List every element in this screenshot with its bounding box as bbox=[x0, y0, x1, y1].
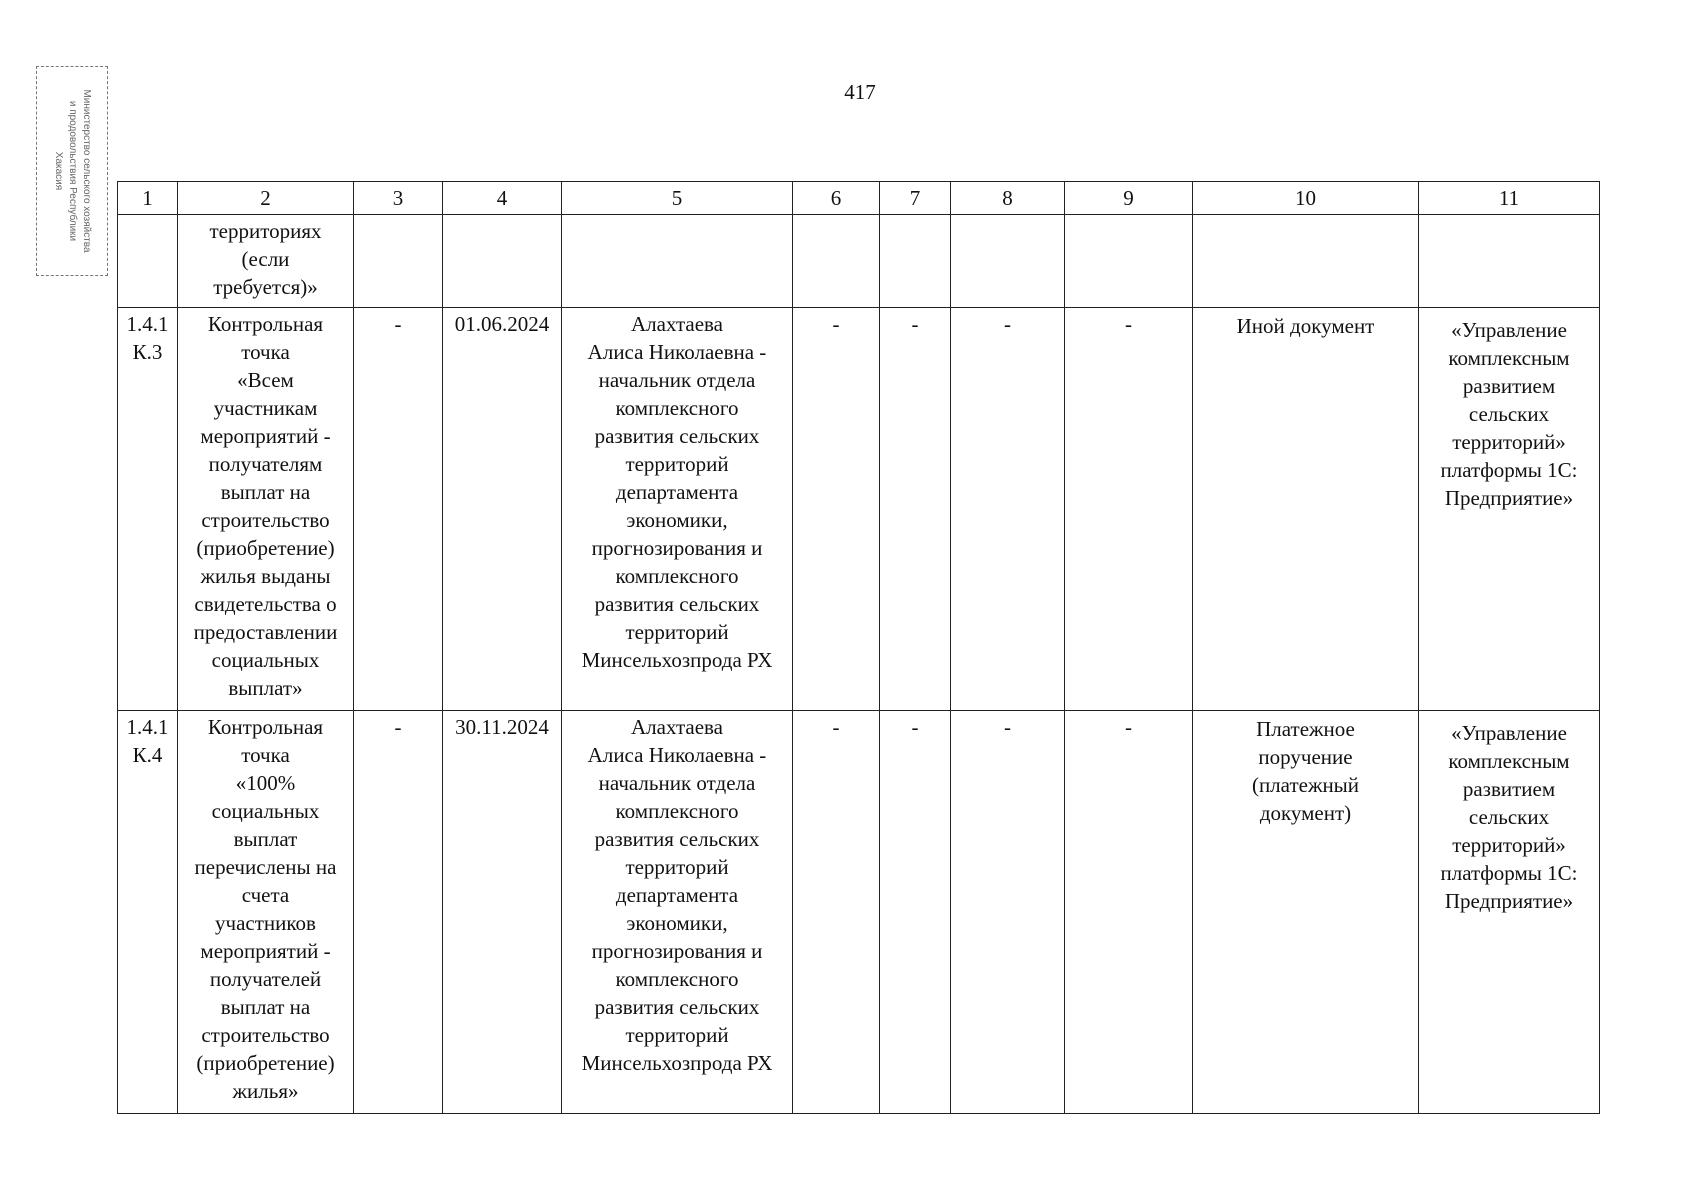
column-header: 8 bbox=[951, 182, 1065, 215]
date-cell: 30.11.2024 bbox=[443, 711, 562, 1114]
value-cell: - bbox=[354, 308, 443, 711]
stamp-text bbox=[51, 71, 93, 271]
value-cell: - bbox=[951, 308, 1065, 711]
stamp-line: Министерство сельского хозяйства bbox=[81, 89, 92, 253]
value-cell: - bbox=[1065, 308, 1193, 711]
date-cell: 01.06.2024 bbox=[443, 308, 562, 711]
system-cell: «Управление комплексным развитием сельских территорий» платформы 1С: Предприятие» bbox=[1419, 308, 1600, 711]
registration-stamp bbox=[36, 66, 108, 276]
continuation-row bbox=[118, 215, 1600, 308]
column-header: 1 bbox=[118, 182, 178, 215]
value-cell: - bbox=[793, 711, 880, 1114]
column-header: 3 bbox=[354, 182, 443, 215]
page-number: 417 bbox=[844, 80, 876, 104]
column-header: 2 bbox=[178, 182, 354, 215]
value-cell: - bbox=[880, 711, 951, 1114]
document-cell: Платежное поручение (платежный документ) bbox=[1193, 711, 1419, 1114]
empty-cell bbox=[880, 215, 951, 308]
table-row bbox=[118, 308, 1600, 711]
stamp-line: Хакасия bbox=[53, 151, 64, 191]
empty-cell bbox=[1419, 215, 1600, 308]
column-header: 7 bbox=[880, 182, 951, 215]
value-cell: - bbox=[880, 308, 951, 711]
value-cell: - bbox=[793, 308, 880, 711]
column-header: 10 bbox=[1193, 182, 1419, 215]
name-cell: Контрольная точка «100% социальных выплат перечислены на счета участников мероприятий - получателей выплат на строительство (приобретение) жилья» bbox=[178, 711, 354, 1114]
column-header: 6 bbox=[793, 182, 880, 215]
responsible-cell: Алахтаева Алиса Николаевна - начальник отдела комплексного развития сельских территорий департамента экономики, прогнозирования и комплексного развития сельских территорий Минсельхозпрода РХ bbox=[562, 308, 793, 711]
system-cell: «Управление комплексным развитием сельских территорий» платформы 1С: Предприятие» bbox=[1419, 711, 1600, 1114]
empty-cell bbox=[1193, 215, 1419, 308]
stamp-line: и продовольствия Республики bbox=[67, 100, 78, 242]
name-cell: территориях (если требуется)» bbox=[178, 215, 354, 308]
responsible-cell: Алахтаева Алиса Николаевна - начальник отдела комплексного развития сельских территорий департамента экономики, прогнозирования и комплексного развития сельских территорий Минсельхозпрода РХ bbox=[562, 711, 793, 1114]
code-cell: 1.4.1 К.4 bbox=[118, 711, 178, 1114]
empty-cell bbox=[1065, 215, 1193, 308]
column-header: 4 bbox=[443, 182, 562, 215]
code-cell: 1.4.1 К.3 bbox=[118, 308, 178, 711]
column-header: 11 bbox=[1419, 182, 1600, 215]
code-cell bbox=[118, 215, 178, 308]
value-cell: - bbox=[951, 711, 1065, 1114]
column-header: 9 bbox=[1065, 182, 1193, 215]
document-cell: Иной документ bbox=[1193, 308, 1419, 711]
empty-cell bbox=[562, 215, 793, 308]
name-cell: Контрольная точка «Всем участникам мероприятий - получателям выплат на строительство (приобретение) жилья выданы свидетельства о предоставлении социальных выплат» bbox=[178, 308, 354, 711]
control-points-table bbox=[117, 181, 1600, 1114]
value-cell: - bbox=[354, 711, 443, 1114]
value-cell: - bbox=[1065, 711, 1193, 1114]
empty-cell bbox=[354, 215, 443, 308]
empty-cell bbox=[793, 215, 880, 308]
table-row bbox=[118, 711, 1600, 1114]
column-header: 5 bbox=[562, 182, 793, 215]
header-row bbox=[118, 182, 1600, 215]
empty-cell bbox=[951, 215, 1065, 308]
empty-cell bbox=[443, 215, 562, 308]
